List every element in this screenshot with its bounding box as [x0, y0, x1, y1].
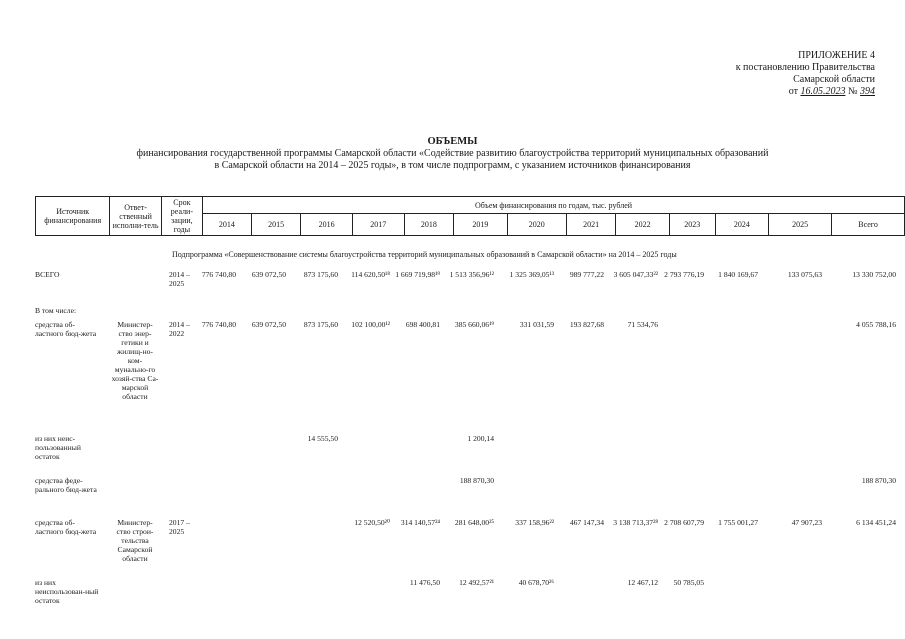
header-year-1: 2015 [251, 214, 301, 236]
header-executor: Ответ-ственный исполни-тель [110, 197, 161, 236]
row-label-3: из них неис-пользованный остаток [35, 434, 81, 461]
row-5-value-9: 2 708 607,79 [664, 518, 704, 527]
row-0-value-1: 639 072,50 [251, 270, 286, 279]
row-2-value-4: 698 400,81 [405, 320, 440, 329]
row-period-2: 2014 – 2022 [169, 320, 190, 338]
header-year-2: 2016 [301, 214, 353, 236]
header-year-5: 2019 [454, 214, 507, 236]
row-4-value-5: 188 870,30 [459, 476, 494, 485]
row-2-value-2: 873 175,60 [303, 320, 338, 329]
annex-date-line [700, 86, 875, 98]
header-period: Срок реали-зации, годы [161, 197, 202, 236]
row-label-2: средства об-ластного бюд-жета [35, 320, 97, 338]
row-executor-5: Министер-ство строи-тельства Самарской области [116, 518, 154, 563]
header-year-6: 2020 [507, 214, 566, 236]
row-0-value-8: 3 605 047,33²² [613, 270, 658, 279]
row-5-value-5: 281 648,00²⁵ [454, 518, 494, 527]
row-6-value-9: 50 785,05 [673, 578, 704, 587]
row-0-value-0: 776 740,80 [201, 270, 236, 279]
header-year-10: 2024 [715, 214, 768, 236]
title-main: ОБЪЕМЫ [427, 136, 478, 147]
date-prefix: от [788, 86, 798, 97]
row-0-value-4: 1 669 719,98¹⁹ [395, 270, 440, 279]
row-5-value-12: 6 134 451,24 [856, 518, 896, 527]
row-label-5: средства об-ластного бюд-жета [35, 518, 97, 536]
header-year-8: 2022 [616, 214, 669, 236]
row-label-1: В том числе: [35, 306, 77, 315]
row-5-value-7: 467 147,34 [569, 518, 604, 527]
header-source: Источник финансирования [36, 197, 110, 236]
financing-rows [35, 240, 905, 605]
row-5-value-11: 47 907,23 [791, 518, 822, 527]
title-line3: в Самарской области на 2014 – 2025 годы», в том числе подпрограмм, с указанием источников финансирования [214, 160, 691, 171]
num-prefix: № [847, 86, 858, 97]
title-line2: финансирования государственной программы Самарской области «Содействие развитию благоустройства территорий муниципальных образований [136, 148, 769, 159]
annex-line3: Самарской области [793, 74, 875, 85]
annex-line2: к постановлению Правительства [735, 62, 875, 73]
row-2-value-3: 102 100,00¹² [351, 320, 390, 329]
document-title [0, 136, 905, 172]
row-0-value-3: 114 620,50¹⁸ [351, 270, 390, 279]
row-3-value-5: 1 200,14 [467, 434, 494, 443]
header-year-9: 2023 [669, 214, 715, 236]
annex-block [700, 50, 875, 98]
row-6-value-8: 12 467,12 [627, 578, 658, 587]
row-2-value-5: 385 660,06¹⁹ [454, 320, 494, 329]
row-4-value-12: 188 870,30 [861, 476, 896, 485]
row-0-value-2: 873 175,60 [303, 270, 338, 279]
row-6-value-6: 40 678,70²⁶ [518, 578, 554, 587]
row-0-value-9: 2 793 776,19 [664, 270, 704, 279]
row-0-value-6: 1 325 369,05¹³ [509, 270, 554, 279]
row-period-0: 2014 – 2025 [169, 270, 190, 288]
header-volume: Объем финансирования по годам, тыс. рублей [203, 197, 905, 214]
row-label-4: средства феде-рального бюд-жета [35, 476, 97, 494]
row-period-5: 2017 – 2025 [169, 518, 190, 536]
header-year-3: 2017 [352, 214, 404, 236]
row-5-value-4: 314 140,57²⁴ [400, 518, 440, 527]
annex-title: ПРИЛОЖЕНИЕ 4 [798, 50, 875, 61]
row-0-value-7: 989 777,22 [569, 270, 604, 279]
row-5-value-10: 1 755 001,27 [718, 518, 758, 527]
row-2-value-1: 639 072,50 [251, 320, 286, 329]
row-6-value-4: 11 476,50 [409, 578, 440, 587]
row-2-value-7: 193 827,68 [569, 320, 604, 329]
row-label-0: ВСЕГО [35, 270, 60, 279]
row-0-value-11: 133 075,63 [787, 270, 822, 279]
row-executor-2: Министер-ство энер-гетики и жилищ-но-ком-мунально-го хозяй-ства Са-марской области [111, 320, 159, 401]
row-2-value-12: 4 055 788,16 [856, 320, 896, 329]
row-0-value-5: 1 513 356,96¹² [449, 270, 494, 279]
financing-table-header [35, 196, 905, 236]
row-2-value-6: 331 031,59 [519, 320, 554, 329]
header-year-11: 2025 [769, 214, 832, 236]
row-0-value-10: 1 840 169,67 [718, 270, 758, 279]
row-2-value-0: 776 740,80 [201, 320, 236, 329]
row-3-value-2: 14 555,50 [307, 434, 338, 443]
header-year-4: 2018 [404, 214, 454, 236]
annex-date: 16.05.2023 [800, 86, 846, 97]
subprogram-title: Подпрограмма «Совершенствование системы благоустройства территорий муниципальных образований в Самарской области» на 2014 – 2025 годы [172, 250, 677, 259]
row-5-value-3: 12 520,50²⁰ [354, 518, 390, 527]
row-6-value-5: 12 492,57²¹ [459, 578, 494, 587]
annex-number: 394 [860, 86, 875, 97]
row-5-value-6: 337 158,96²² [515, 518, 554, 527]
row-0-value-12: 13 330 752,00 [852, 270, 896, 279]
row-2-value-8: 71 534,76 [627, 320, 658, 329]
header-year-0: 2014 [203, 214, 252, 236]
header-year-12: Всего [832, 214, 905, 236]
header-year-7: 2021 [566, 214, 616, 236]
row-label-6: из них неиспользован-ный остаток [35, 578, 99, 605]
row-5-value-8: 3 138 713,37²⁸ [613, 518, 658, 527]
